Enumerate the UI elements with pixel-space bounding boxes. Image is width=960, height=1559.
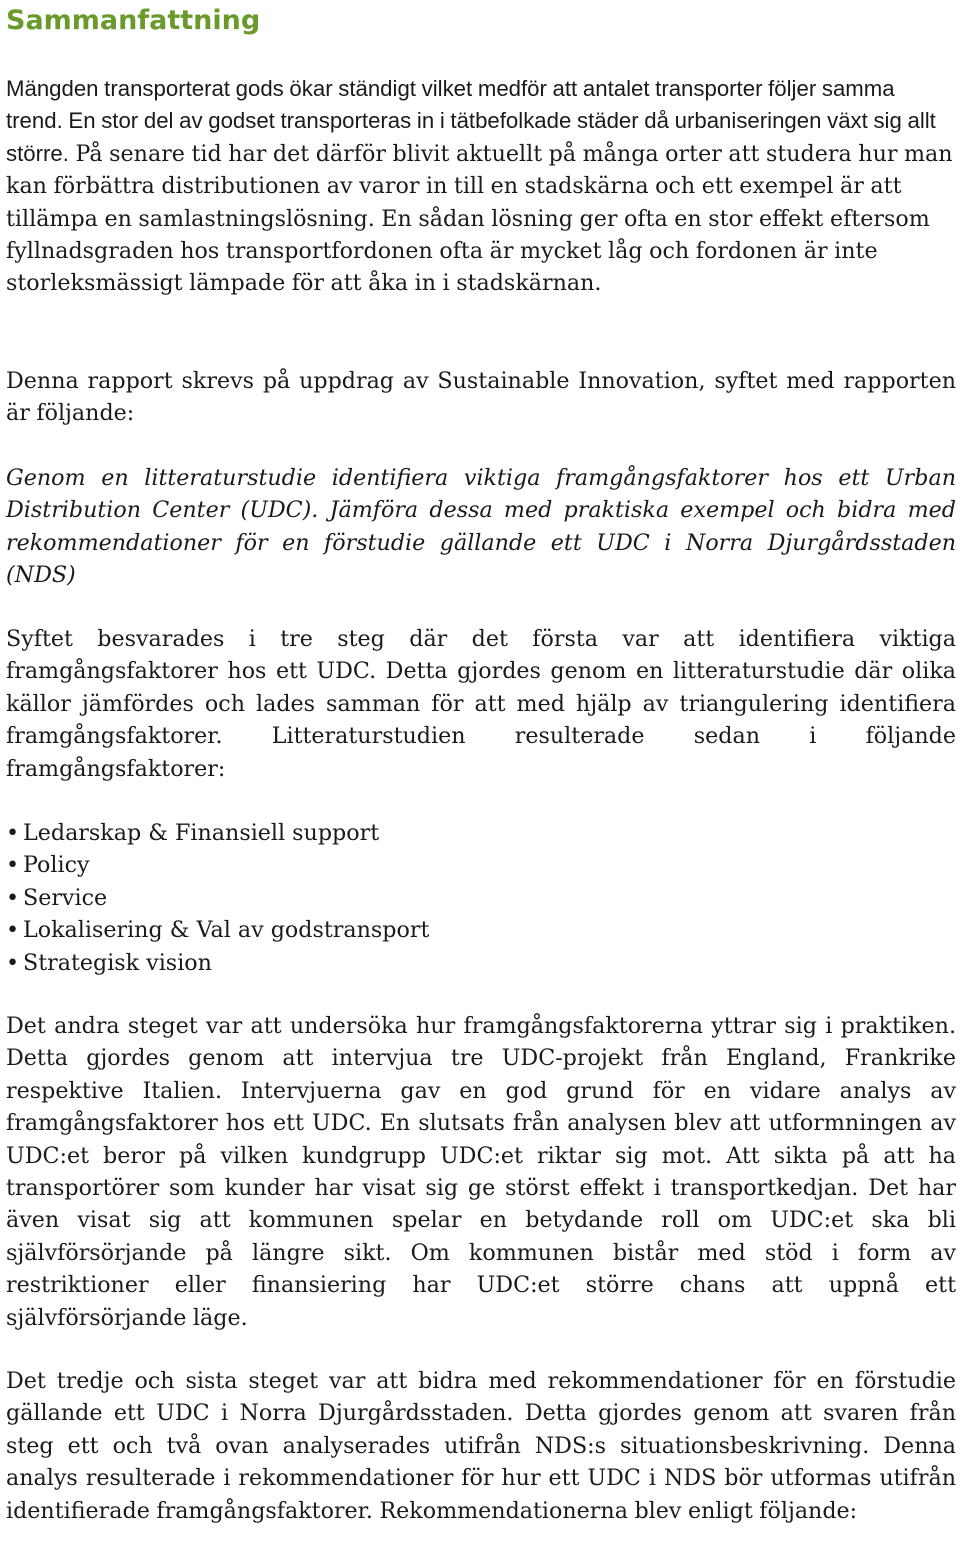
list-item [6,849,429,881]
step-three-paragraph: Det tredje och sista steget var att bidra med rekommendationer för en förstudie gällande ett UDC i Norra Djurgårdsstaden. Detta gjordes genom att svaren från steg ett och två ovan analyserades utifrån NDS:s situationsbeskrivning. Denna analys resulterade i rekommendationer för hur ett UDC i NDS bör utformas utifrån identifierade framgångsfaktorer. Rekommendationerna blev enligt följande: [6,1368,956,1524]
list-item-label: Ledarskap & Finansiell support [23,820,380,846]
list-item-label: Policy [23,852,90,879]
bullet-icon: • [6,917,20,944]
intro-paragraph [6,73,956,300]
assignment-paragraph: Denna rapport skrevs på uppdrag av Sustainable Innovation, syftet med rapporten är följande: [6,368,956,427]
bullet-icon: • [6,884,20,911]
purpose-paragraph: Genom en litteraturstudie identifiera viktiga framgångsfaktorer hos ett Urban Distribution Center (UDC). Jämföra dessa med praktiska exempel och bidra med rekommendationer för en förstudie gällande ett UDC i Norra Djurgårdsstaden (NDS) [6,465,956,589]
page-title: Sammanfattning [6,5,261,36]
list-item [6,817,429,849]
list-item-label: Lokalisering & Val av godstransport [23,917,430,944]
step-two-paragraph: Det andra steget var att undersöka hur framgångsfaktorerna yttrar sig i praktiken. Detta gjordes genom att intervjua tre UDC-projekt från England, Frankrike respektive Italien. Intervjuerna gav en god grund för en vidare analys av framgångsfaktorer hos ett UDC. En slutsats från analysen blev att utformningen av UDC:et beror på vilken kundgrupp UDC:et riktar sig mot. Att sikta på att ha transportörer som kunder har visat sig ge störst effekt i transportkedjan. Det har även visat sig att kommunen spelar en betydande roll om UDC:et ska bli självförsörjande på längre sikt. Om kommunen bistår med stöd i form av restriktioner eller finansiering har UDC:et större chans att uppnå ett självförsörjande läge. [6,1013,956,1331]
bullet-icon: • [6,820,20,846]
step-one-paragraph: Syftet besvarades i tre steg där det första var att identifiera viktiga framgångsfaktorer hos ett UDC. Detta gjordes genom en litteraturstudie där olika källor jämfördes och lades samman för att med hjälp av triangulering identifiera framgångsfaktorer. Litteraturstudien resulterade sedan i följande framgångsfaktorer: [6,626,956,782]
list-item-label: Strategisk vision [23,949,212,976]
list-item-label: Service [23,884,108,911]
success-factors-list [6,817,429,979]
list-item [6,947,429,979]
list-item [6,882,429,914]
intro-paragraph-lead: Mängden transporterat gods ökar ständigt vilket medför att antalet transporter följer samma trend. En stor del av godset transporteras in i tätbefolkade städer då urbaniseringen växt sig allt större. [6,76,936,166]
list-item [6,914,429,946]
bullet-icon: • [6,852,20,879]
bullet-icon: • [6,949,20,976]
intro-paragraph-rest: På senare tid har det därför blivit aktuellt på många orter att studera hur man kan förbättra distributionen av varor in till en stadskärna och ett exempel är att tillämpa en samlastningslösning. En sådan lösning ger ofta en stor effekt eftersom fyllnadsgraden hos transportfordonen ofta är mycket låg och fordonen är inte storleksmässigt lämpade för att åka in i stadskärnan. [6,140,953,297]
